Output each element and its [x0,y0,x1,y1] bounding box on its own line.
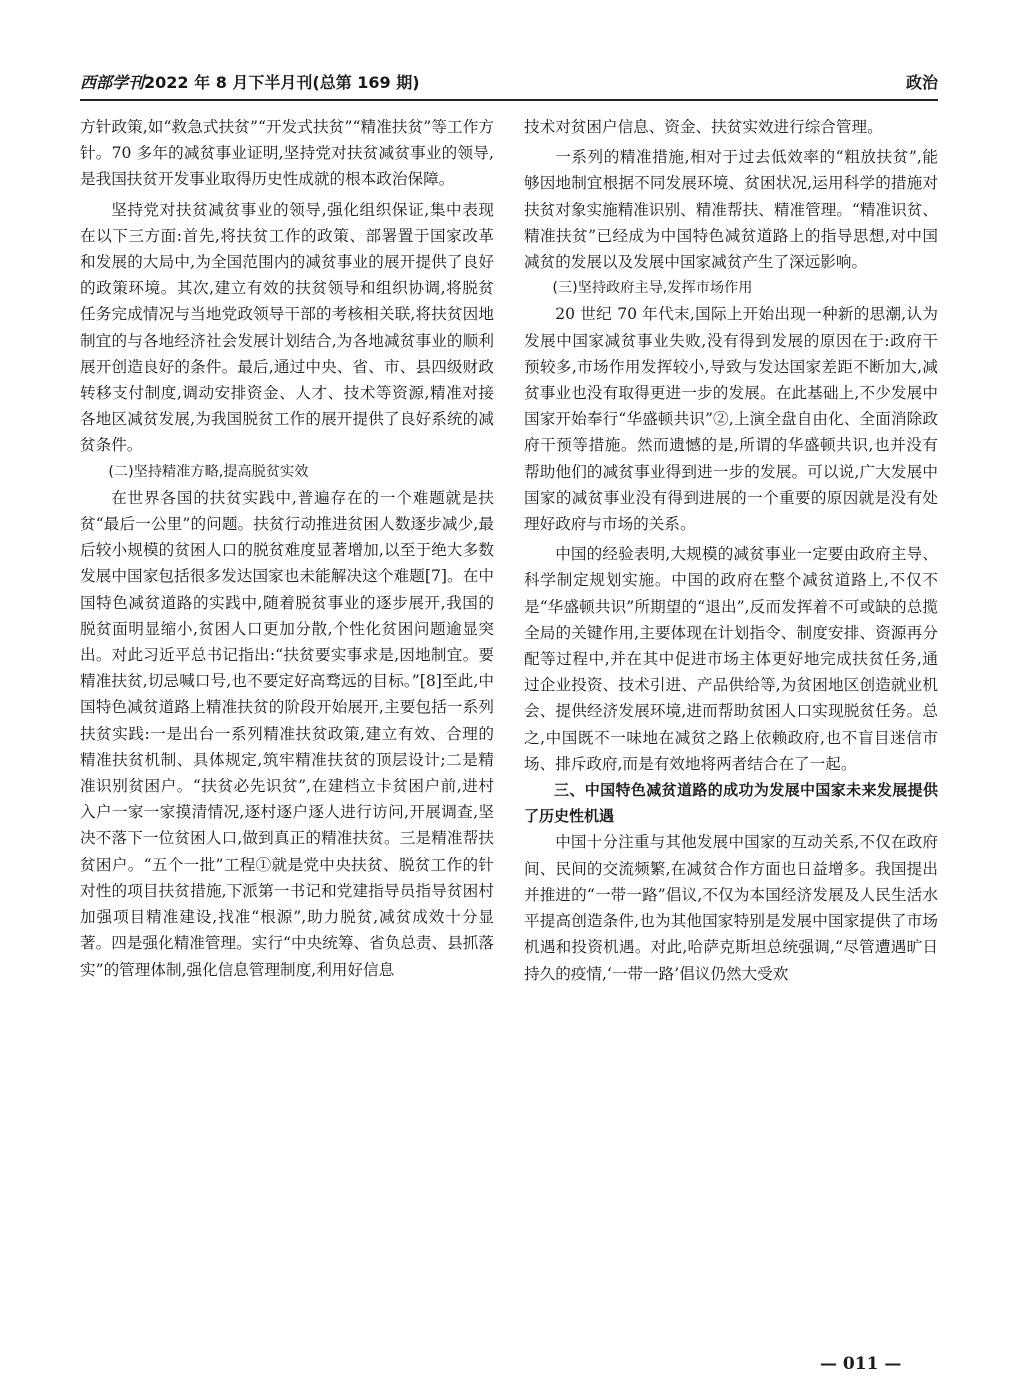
section-heading: 三、中国特色减贫道路的成功为发展中国家未来发展提供了历史性机遇 [524,781,938,826]
paragraph: 坚持党对扶贫减贫事业的领导,强化组织保证,集中表现在以下三方面:首先,将扶贫工作的政策、部署置于国家改革和发展的大局中,为全国范围内的减贫事业的展开提供了良好的政策环境。其次,建立有效的扶贫领导和组织协调,将脱贫任务完成情况与当地党政领导干部的考核相关联,将扶贫因地制宜的与各地经济社会发展计划结合,为各地减贫事业的顺利展开创造良好的条件。最后,通过中央、省、市、县四级财政转移支付制度,调动安排资金、人才、技术等资源,精准对接各地区减贫发展,为我国脱贫工作的展开提供了良好系统的减贫条件。 [80,200,494,455]
paragraph: 在世界各国的扶贫实践中,普遍存在的一个难题就是扶贫“最后一公里”的问题。扶贫行动推进贫困人数逐步减少,最后较小规模的贫困人口的脱贫难度显著增加,以至于绝大多数发展中国家包括很多发达国家也未能解决这个难题[7]。在中国特色减贫道路的实践中,随着脱贫事业的逐步展开,我国的脱贫面明显缩小,贫困人口更加分散,个性化贫困问题逾显突出。对此习近平总书记指出:“扶贫要实事求是,因地制宜。要精准扶贫,切忌喊口号,也不要定好高骛远的目标。”[8]至此,中国特色减贫道路上精准扶贫的阶段开始展开,主要包括一系列扶贫实践:一是出台一系列精准扶贫政策,建立有效、合理的精准扶贫机制、具体规定,筑牢精准扶贫的顶层设计;二是精准识别贫困户。“扶贫必先识贫”,在建档立卡贫困户前,进村入户一家一家摸清情况,逐村逐户逐人进行访问,开展调查,坚决不落下一位贫困人口,做到真正的精准扶贫。三是精准帮扶贫困户。“五个一批”工程①就是党中央扶贫、脱贫工作的针对性的项目扶贫措施,下派第一书记和党建指导员指导贫困村加强项目精准建设,找准“根源”,助力脱贫,减贫成效十分显著。四是强化精准管理。实行“中央统筹、省负总责、县抓落实”的管理体制,强化信息管理制度,利用好信息 [80,488,494,979]
left-column [80,114,494,983]
header-rule [80,99,938,101]
subsection-heading: (二)坚持精准方略,提高脱贫实效 [108,463,309,480]
paragraph: 20 世纪 70 年代末,国际上开始出现一种新的思潮,认为发展中国家减贫事业失败,没有得到发展的原因在于:政府干预较多,市场作用发挥较小,导致与发达国家差距不断加大,减贫事业也没有取得更进一步的发展。在此基础上,不少发展中国家开始奉行“华盛顿共识”②,上演全盘自由化、全面消除政府干预等措施。然而遗憾的是,所谓的华盛顿共识,也并没有帮助他们的减贫事业得到进一步的发展。可以说,广大发展中国家的减贫事业没有得到进展的一个重要的原因就是没有处理好政府与市场的关系。 [524,305,938,534]
issue-info: 2022 年 8 月下半月刊(总第 169 期) [144,73,420,92]
page-number: — 011 — [820,1354,902,1374]
paragraph: 中国十分注重与其他发展中国家的互动关系,不仅在政府间、民间的交流频繁,在减贫合作方面也日益增多。我国提出并推进的“一带一路”倡议,不仅为本国经济发展及人民生活水平提高创造条件,也为其他国家特别是发展中国家提供了市场机遇和投资机遇。对此,哈萨克斯坦总统强调,“尽管遭遇旷日持久的疫情,‘一带一路’倡议仍然大受欢 [524,833,938,983]
running-header [80,70,938,96]
right-column [524,114,938,987]
paragraph: 技术对贫困户信息、资金、扶贫实效进行综合管理。 [524,118,883,136]
subsection-heading: (三)坚持政府主导,发挥市场作用 [552,280,753,297]
section-name: 政治 [905,73,938,92]
journal-issue [80,70,420,96]
paragraph: 方针政策,如“救急式扶贫”“开发式扶贫”“精准扶贫”等工作方针。70 多年的减贫事业证明,坚持党对扶贫减贫事业的领导,是我国扶贫开发事业取得历史性成就的根本政治保障。 [80,118,494,189]
paragraph: 中国的经验表明,大规模的减贫事业一定要由政府主导、科学制定规划实施。中国的政府在整个减贫道路上,不仅不是“华盛顿共识”所期望的“退出”,反而发挥着不可或缺的总揽全局的关键作用,主要体现在计划指令、制度安排、资源再分配等过程中,并在其中促进市场主体更好地完成扶贫任务,通过企业投资、技术引进、产品供给等,为贫困地区创造就业机会、提供经济发展环境,进而帮助贫困人口实现脱贫任务。总之,中国既不一味地在减贫之路上依赖政府,也不盲目迷信市场、排斥政府,而是有效地将两者结合在了一起。 [524,545,938,773]
paragraph: 一系列的精准措施,相对于过去低效率的“粗放扶贫”,能够因地制宜根据不同发展环境、贫困状况,运用科学的措施对扶贫对象实施精准识别、精准帮扶、精准管理。“精准识贫、精准扶贫”已经成为中国特色减贫道路上的指导思想,对中国减贫的发展以及发展中国家减贫产生了深远影响。 [524,148,938,272]
journal-logo: 西部学刊 [80,73,145,92]
